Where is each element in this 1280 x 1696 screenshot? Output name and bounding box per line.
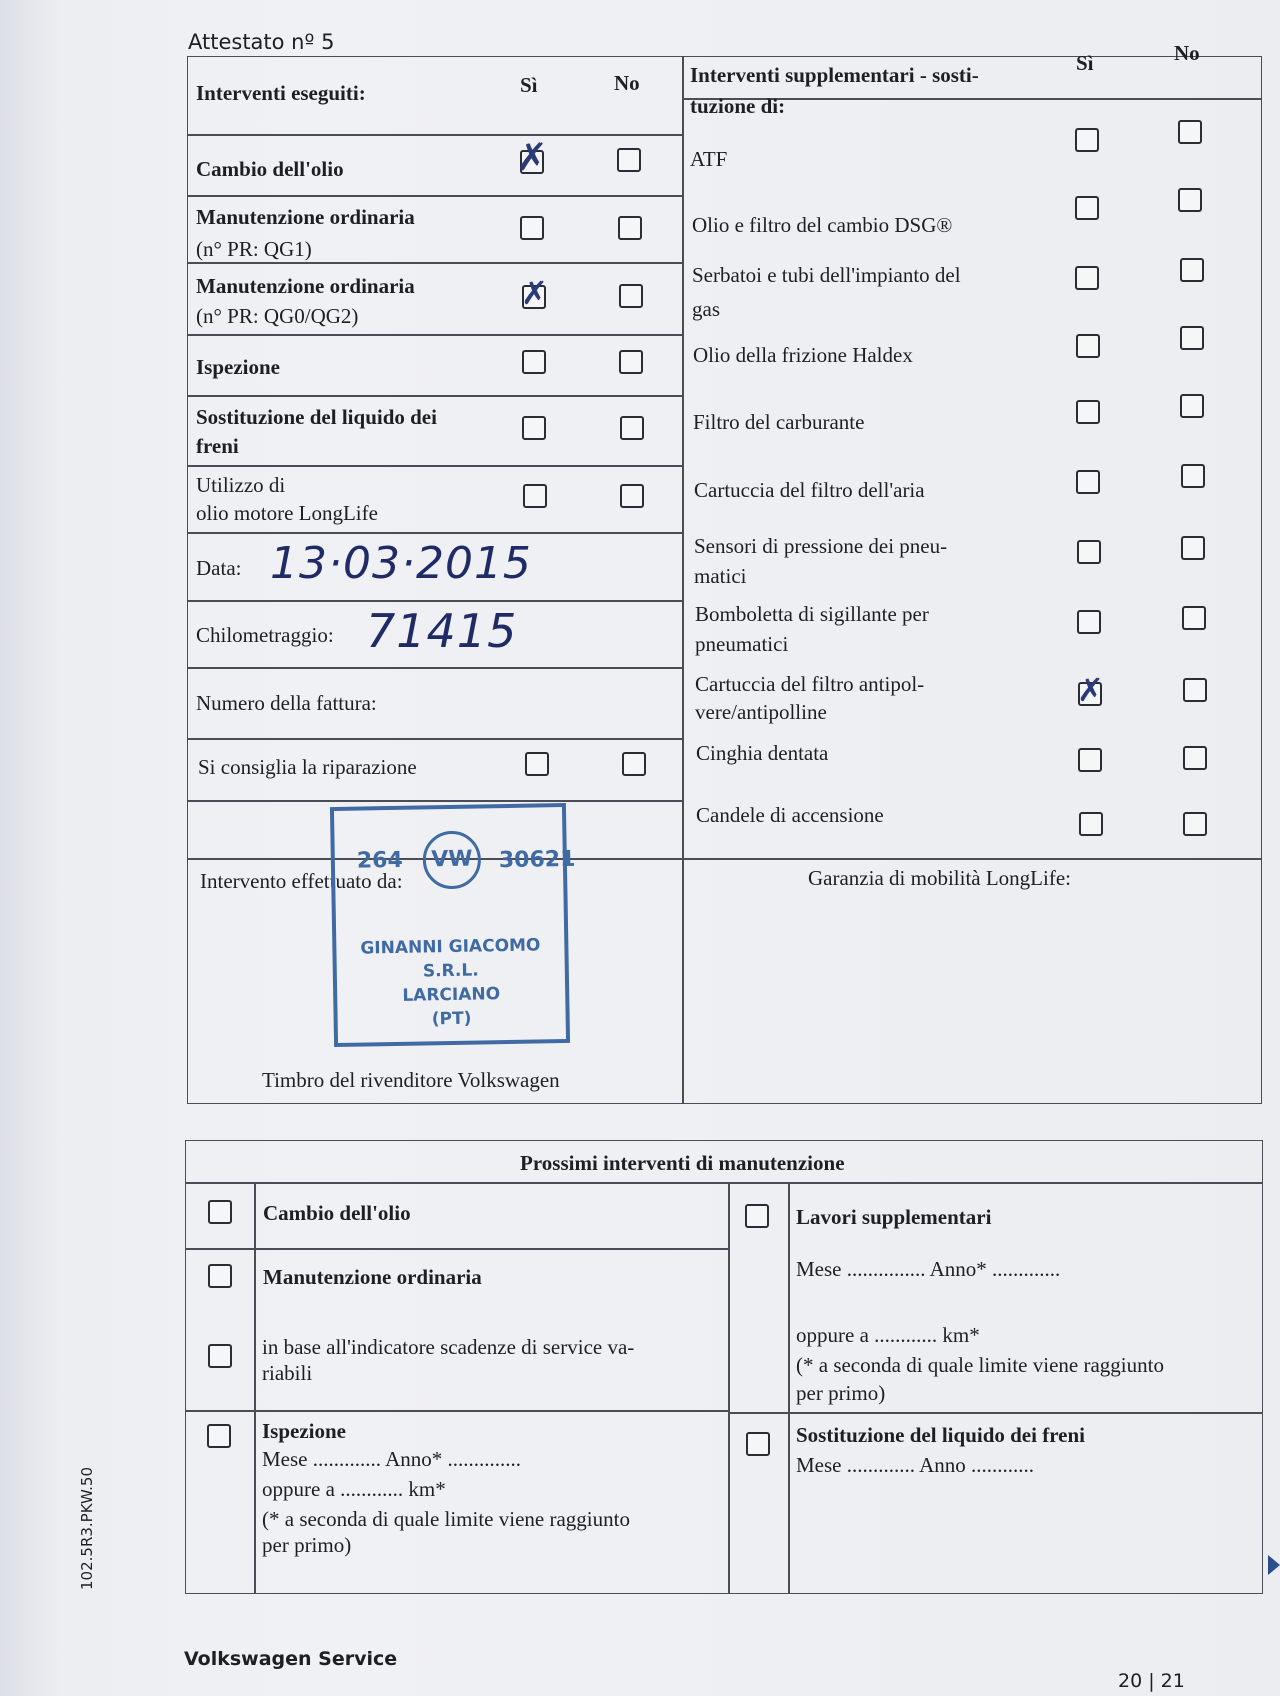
performed-by-label: Intervento effettuato da: (200, 869, 403, 893)
next-extra-work-label: Lavori supplementari (796, 1205, 992, 1229)
right-row-6-no-checkbox[interactable] (1181, 536, 1205, 560)
left-row-1-sub: (n° PR: QG1) (196, 237, 312, 261)
right-row-2-sub: gas (692, 297, 720, 321)
left-row-0-si-checkbox[interactable] (516, 135, 548, 179)
vw-logo-icon: VW (422, 830, 481, 889)
km-label: Chilometraggio: (196, 623, 334, 647)
invoice-label: Numero della fattura: (196, 691, 377, 715)
check-mark-icon: ✗ (1077, 671, 1104, 709)
next-oil-change-checkbox[interactable] (208, 1200, 232, 1224)
next-brake-fluid-month: Mese ............. Anno ............ (796, 1453, 1034, 1477)
left-row-2-sub: (n° PR: QG0/QG2) (196, 304, 359, 328)
right-row-0-si-checkbox[interactable] (1075, 128, 1099, 152)
right-row-3-label: Olio della frizione Haldex (693, 343, 913, 367)
next-inspection-month: Mese ............. Anno* .............. (262, 1447, 521, 1471)
dealer-stamp-label: Timbro del rivenditore Volkswagen (262, 1068, 560, 1092)
next-extra-work-checkbox[interactable] (745, 1204, 769, 1228)
right-row-3-si-checkbox[interactable] (1076, 334, 1100, 358)
right-row-0-no-checkbox[interactable] (1178, 120, 1202, 144)
next-brake-fluid-label: Sostituzione del liquido dei freni (796, 1423, 1085, 1447)
right-row-2-no-checkbox[interactable] (1180, 258, 1204, 282)
left-row-0-label: Cambio dell'olio (196, 157, 344, 181)
right-row-9-label: Cinghia dentata (696, 741, 829, 765)
left-header-no: No (614, 71, 640, 95)
next-inspection-note2: per primo) (262, 1533, 352, 1557)
right-row-1-label: Olio e filtro del cambio DSG® (692, 213, 953, 237)
repair-si-checkbox[interactable] (525, 752, 549, 776)
left-row-3-si-checkbox[interactable] (522, 350, 546, 374)
page-arrow-icon (1268, 1555, 1280, 1575)
right-row-1-si-checkbox[interactable] (1075, 196, 1099, 220)
left-header-si: Sì (520, 73, 538, 97)
next-inspection-label: Ispezione (262, 1419, 346, 1443)
right-row-8-no-checkbox[interactable] (1183, 678, 1207, 702)
longlife-guarantee-label: Garanzia di mobilità LongLife: (808, 866, 1071, 890)
page-numbers: 20 | 21 (1118, 1670, 1185, 1692)
right-row-8-sub: vere/antipolline (695, 700, 827, 724)
left-row-4-sub: freni (196, 434, 239, 458)
left-row-2-no-checkbox[interactable] (619, 284, 643, 308)
right-row-7-no-checkbox[interactable] (1182, 606, 1206, 630)
right-row-6-sub: matici (694, 564, 747, 588)
side-reference-code: 102.5R3.PKW.50 (78, 1467, 96, 1590)
next-inspection-checkbox[interactable] (207, 1424, 231, 1448)
next-indicator-line2: riabili (262, 1361, 313, 1385)
left-row-3-no-checkbox[interactable] (619, 350, 643, 374)
left-row-2-si-checkbox[interactable] (521, 274, 548, 312)
right-row-3-no-checkbox[interactable] (1180, 326, 1204, 350)
next-indicator-line1: in base all'indicatore scadenze di service va- (262, 1335, 635, 1359)
certificate-title: Attestato nº 5 (188, 30, 335, 54)
left-row-5-no-checkbox[interactable] (620, 484, 644, 508)
check-mark-icon: ✗ (521, 274, 548, 312)
right-row-10-no-checkbox[interactable] (1183, 812, 1207, 836)
date-label: Data: (196, 556, 242, 580)
right-row-9-no-checkbox[interactable] (1183, 746, 1207, 770)
right-row-8-si-checkbox[interactable] (1077, 671, 1104, 709)
next-extra-work-note2: per primo) (796, 1381, 886, 1405)
next-extra-work-note1: (* a seconda di quale limite viene raggiunto (796, 1353, 1164, 1377)
left-row-1-si-checkbox[interactable] (520, 216, 544, 240)
right-row-7-sub: pneumatici (695, 632, 789, 656)
right-row-10-si-checkbox[interactable] (1079, 812, 1103, 836)
next-extra-work-km: oppure a ............ km* (796, 1323, 980, 1347)
right-row-5-no-checkbox[interactable] (1181, 464, 1205, 488)
left-row-5-sub: olio motore LongLife (196, 501, 378, 525)
dealer-stamp: 264 VW 30621 GINANNI GIACOMO S.R.L. LARCIANO (PT) (330, 803, 570, 1047)
left-row-5-si-checkbox[interactable] (523, 484, 547, 508)
left-header-label: Interventi eseguiti: (196, 81, 366, 105)
right-header-label-1: Interventi supplementari - sosti- (690, 63, 979, 87)
repair-label: Si consiglia la riparazione (198, 755, 417, 779)
next-maintenance-label: Manutenzione ordinaria (263, 1265, 482, 1289)
right-row-1-no-checkbox[interactable] (1178, 188, 1202, 212)
right-header-si: Sì (1076, 51, 1094, 75)
next-maintenance-checkbox[interactable] (208, 1264, 232, 1288)
next-maintenance-heading: Prossimi interventi di manutenzione (520, 1151, 845, 1175)
left-row-5-label: Utilizzo di (196, 473, 286, 497)
right-row-4-si-checkbox[interactable] (1076, 400, 1100, 424)
right-row-5-label: Cartuccia del filtro dell'aria (694, 478, 925, 502)
repair-no-checkbox[interactable] (622, 752, 646, 776)
footer-brand: Volkswagen Service (184, 1648, 398, 1670)
left-row-1-no-checkbox[interactable] (618, 216, 642, 240)
left-row-1-label: Manutenzione ordinaria (196, 205, 415, 229)
right-row-6-si-checkbox[interactable] (1077, 540, 1101, 564)
check-mark-icon: ✗ (516, 135, 548, 179)
right-row-7-si-checkbox[interactable] (1077, 610, 1101, 634)
right-row-5-si-checkbox[interactable] (1076, 470, 1100, 494)
next-indicator-checkbox[interactable] (208, 1344, 232, 1368)
right-row-7-label: Bomboletta di sigillante per (695, 602, 929, 626)
next-brake-fluid-checkbox[interactable] (746, 1432, 770, 1456)
right-row-6-label: Sensori di pressione dei pneu- (694, 534, 948, 558)
right-row-4-no-checkbox[interactable] (1180, 394, 1204, 418)
right-row-2-si-checkbox[interactable] (1075, 266, 1099, 290)
next-oil-change-label: Cambio dell'olio (263, 1201, 411, 1225)
left-row-3-label: Ispezione (196, 355, 280, 379)
date-handwritten: 13·03·2015 (270, 538, 532, 589)
next-inspection-note1: (* a seconda di quale limite viene raggiunto (262, 1507, 630, 1531)
next-inspection-km: oppure a ............ km* (262, 1477, 446, 1501)
left-row-0-no-checkbox[interactable] (617, 148, 641, 172)
right-header-label-2: tuzione di: (690, 94, 786, 118)
right-row-10-label: Candele di accensione (696, 803, 884, 827)
left-row-4-si-checkbox[interactable] (522, 416, 546, 440)
left-row-4-no-checkbox[interactable] (620, 416, 644, 440)
right-row-0-label: ATF (690, 147, 728, 171)
right-row-2-label: Serbatoi e tubi dell'impianto del (692, 263, 961, 287)
left-row-2-label: Manutenzione ordinaria (196, 274, 415, 298)
left-row-4-label: Sostituzione del liquido dei (196, 405, 437, 429)
km-handwritten: 71415 (366, 604, 518, 658)
next-extra-work-month: Mese ............... Anno* ............. (796, 1257, 1061, 1281)
right-row-4-label: Filtro del carburante (693, 410, 865, 434)
right-header-no: No (1174, 41, 1200, 65)
right-row-8-label: Cartuccia del filtro antipol- (695, 672, 925, 696)
right-row-9-si-checkbox[interactable] (1078, 748, 1102, 772)
